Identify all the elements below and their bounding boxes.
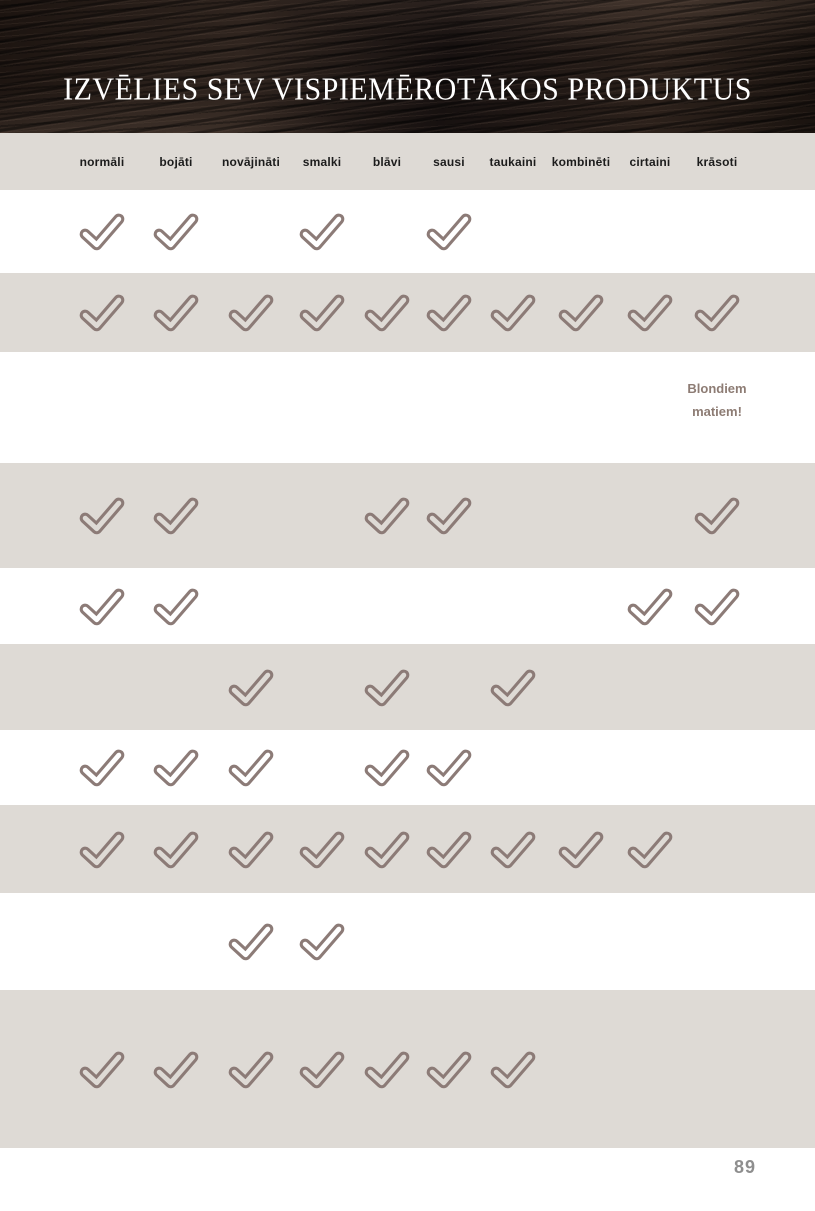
matrix-cell <box>214 190 288 273</box>
check-icon <box>79 212 125 251</box>
matrix-cell <box>66 805 138 893</box>
check-icon <box>364 668 410 707</box>
matrix-cell <box>66 893 138 990</box>
matrix-cell <box>616 463 684 568</box>
matrix-cell <box>546 644 616 730</box>
check-icon <box>79 587 125 626</box>
matrix-cell <box>616 805 684 893</box>
matrix-cell <box>288 190 356 273</box>
matrix-cell <box>288 273 356 352</box>
matrix-cell <box>288 568 356 644</box>
matrix-cell <box>684 273 750 352</box>
matrix-cell <box>480 190 546 273</box>
matrix-cell <box>214 805 288 893</box>
matrix-cell <box>288 644 356 730</box>
matrix-cell <box>616 352 684 463</box>
matrix-cell <box>418 190 480 273</box>
check-icon <box>228 830 274 869</box>
check-icon <box>299 922 345 961</box>
matrix-cell <box>480 273 546 352</box>
matrix-cell <box>214 568 288 644</box>
matrix-cell <box>418 893 480 990</box>
check-icon <box>627 587 673 626</box>
matrix-cell <box>546 805 616 893</box>
matrix-cell <box>418 990 480 1148</box>
check-icon <box>364 496 410 535</box>
column-header-3: novājināti <box>221 154 280 169</box>
matrix-cell <box>616 730 684 805</box>
check-icon <box>426 496 472 535</box>
matrix-cell <box>138 352 214 463</box>
matrix-cell <box>616 273 684 352</box>
column-header-2: bojāti <box>159 154 193 169</box>
check-icon <box>228 922 274 961</box>
matrix-cell <box>418 730 480 805</box>
matrix-cell <box>288 730 356 805</box>
matrix-cell <box>480 644 546 730</box>
check-icon <box>364 293 410 332</box>
check-icon <box>364 748 410 787</box>
matrix-cell <box>356 990 418 1148</box>
check-icon <box>153 830 199 869</box>
matrix-cell <box>288 805 356 893</box>
matrix-cell <box>546 273 616 352</box>
matrix-cell <box>66 463 138 568</box>
matrix-cell <box>418 568 480 644</box>
matrix-cell <box>480 990 546 1148</box>
table-row <box>0 805 815 893</box>
matrix-cell <box>480 463 546 568</box>
matrix-cell <box>684 463 750 568</box>
check-icon <box>426 1050 472 1089</box>
matrix-cell <box>138 990 214 1148</box>
matrix-cell <box>356 463 418 568</box>
matrix-cell <box>138 568 214 644</box>
matrix-cell <box>480 352 546 463</box>
check-icon <box>694 293 740 332</box>
matrix-body <box>0 190 815 1148</box>
matrix-cell <box>418 805 480 893</box>
check-icon <box>627 293 673 332</box>
check-icon <box>694 587 740 626</box>
matrix-cell <box>66 190 138 273</box>
matrix-cell <box>138 644 214 730</box>
matrix-cell <box>616 190 684 273</box>
table-row <box>0 893 815 990</box>
matrix-cell <box>138 805 214 893</box>
table-row <box>0 352 815 463</box>
matrix-cell <box>356 273 418 352</box>
check-icon <box>228 748 274 787</box>
matrix-cell <box>214 990 288 1148</box>
matrix-cell <box>418 352 480 463</box>
matrix-cell <box>546 463 616 568</box>
matrix-cell <box>684 568 750 644</box>
check-icon <box>558 293 604 332</box>
matrix-cell <box>214 644 288 730</box>
check-icon <box>228 1050 274 1089</box>
matrix-cell <box>356 568 418 644</box>
check-icon <box>153 748 199 787</box>
matrix-cell <box>214 893 288 990</box>
check-icon <box>79 1050 125 1089</box>
matrix-cell <box>546 990 616 1148</box>
matrix-cell <box>480 568 546 644</box>
check-icon <box>228 668 274 707</box>
matrix-cell <box>418 463 480 568</box>
check-icon <box>299 212 345 251</box>
matrix-cell <box>288 893 356 990</box>
matrix-cell <box>480 730 546 805</box>
matrix-cell <box>684 893 750 990</box>
matrix-cell <box>684 990 750 1148</box>
matrix-cell <box>616 893 684 990</box>
matrix-cell <box>356 805 418 893</box>
note-line: matiem! <box>692 403 742 419</box>
matrix-cell <box>66 273 138 352</box>
check-icon <box>364 830 410 869</box>
check-icon <box>153 1050 199 1089</box>
matrix-cell <box>480 893 546 990</box>
matrix-cell <box>138 893 214 990</box>
matrix-cell <box>138 463 214 568</box>
column-header-10: krāsoti <box>696 154 738 169</box>
matrix-cell <box>288 352 356 463</box>
column-header-7: taukaini <box>489 154 537 169</box>
table-row <box>0 190 815 273</box>
matrix-cell <box>214 463 288 568</box>
check-icon <box>490 1050 536 1089</box>
matrix-cell <box>138 730 214 805</box>
check-icon <box>490 293 536 332</box>
matrix-cell <box>546 190 616 273</box>
check-icon <box>79 293 125 332</box>
matrix-cell <box>214 352 288 463</box>
matrix-cell <box>616 990 684 1148</box>
matrix-cell <box>684 805 750 893</box>
matrix-cell <box>616 644 684 730</box>
matrix-cell <box>66 644 138 730</box>
matrix-cell <box>684 190 750 273</box>
matrix-cell <box>66 730 138 805</box>
check-icon <box>426 293 472 332</box>
matrix-cell <box>684 644 750 730</box>
check-icon <box>299 1050 345 1089</box>
check-icon <box>79 748 125 787</box>
check-icon <box>490 668 536 707</box>
matrix-cell <box>66 990 138 1148</box>
matrix-cell <box>288 463 356 568</box>
check-icon <box>490 830 536 869</box>
matrix-cell <box>418 273 480 352</box>
matrix-cell <box>66 568 138 644</box>
matrix-cell <box>356 190 418 273</box>
check-icon <box>364 1050 410 1089</box>
matrix-cell <box>214 273 288 352</box>
matrix-cell <box>66 352 138 463</box>
matrix-cell <box>616 568 684 644</box>
check-icon <box>558 830 604 869</box>
table-row <box>0 463 815 568</box>
matrix-cell <box>214 730 288 805</box>
table-row <box>0 568 815 644</box>
table-row <box>0 990 815 1148</box>
page-number: 89 <box>733 1157 756 1177</box>
matrix-cell <box>356 644 418 730</box>
check-icon <box>694 496 740 535</box>
check-icon <box>228 293 274 332</box>
matrix-cell <box>546 893 616 990</box>
page-footer <box>0 1148 815 1211</box>
check-icon <box>426 830 472 869</box>
check-icon <box>79 496 125 535</box>
check-icon <box>426 212 472 251</box>
matrix-cell <box>356 352 418 463</box>
check-icon <box>299 293 345 332</box>
column-header-4: smalki <box>302 154 342 169</box>
check-icon <box>627 830 673 869</box>
note-blondiem-matiem <box>687 377 746 423</box>
column-header-row <box>0 133 815 190</box>
matrix-cell <box>480 805 546 893</box>
matrix-cell <box>684 730 750 805</box>
check-icon <box>79 830 125 869</box>
table-row <box>0 273 815 352</box>
page-title: IZVĒLIES SEV VISPIEMĒROTĀKOS PRODUKTUS <box>63 71 752 107</box>
matrix-cell <box>418 644 480 730</box>
check-icon <box>153 496 199 535</box>
matrix-cell <box>138 190 214 273</box>
matrix-cell <box>356 893 418 990</box>
matrix-cell <box>288 990 356 1148</box>
column-header-8: kombinēti <box>551 154 611 169</box>
check-icon <box>153 212 199 251</box>
column-header-1: normāli <box>79 154 125 169</box>
check-icon <box>153 293 199 332</box>
column-header-5: blāvi <box>372 154 402 169</box>
matrix-cell <box>546 730 616 805</box>
matrix-cell <box>546 352 616 463</box>
column-header-9: cirtaini <box>629 154 671 169</box>
matrix-cell <box>546 568 616 644</box>
hair-header-banner <box>0 0 815 133</box>
table-row <box>0 644 815 730</box>
matrix-cell <box>356 730 418 805</box>
check-icon <box>153 587 199 626</box>
matrix-cell <box>138 273 214 352</box>
check-icon <box>299 830 345 869</box>
check-icon <box>426 748 472 787</box>
table-row <box>0 730 815 805</box>
matrix-cell <box>684 352 750 463</box>
note-line: Blondiem <box>687 380 747 396</box>
column-header-6: sausi <box>433 154 465 169</box>
